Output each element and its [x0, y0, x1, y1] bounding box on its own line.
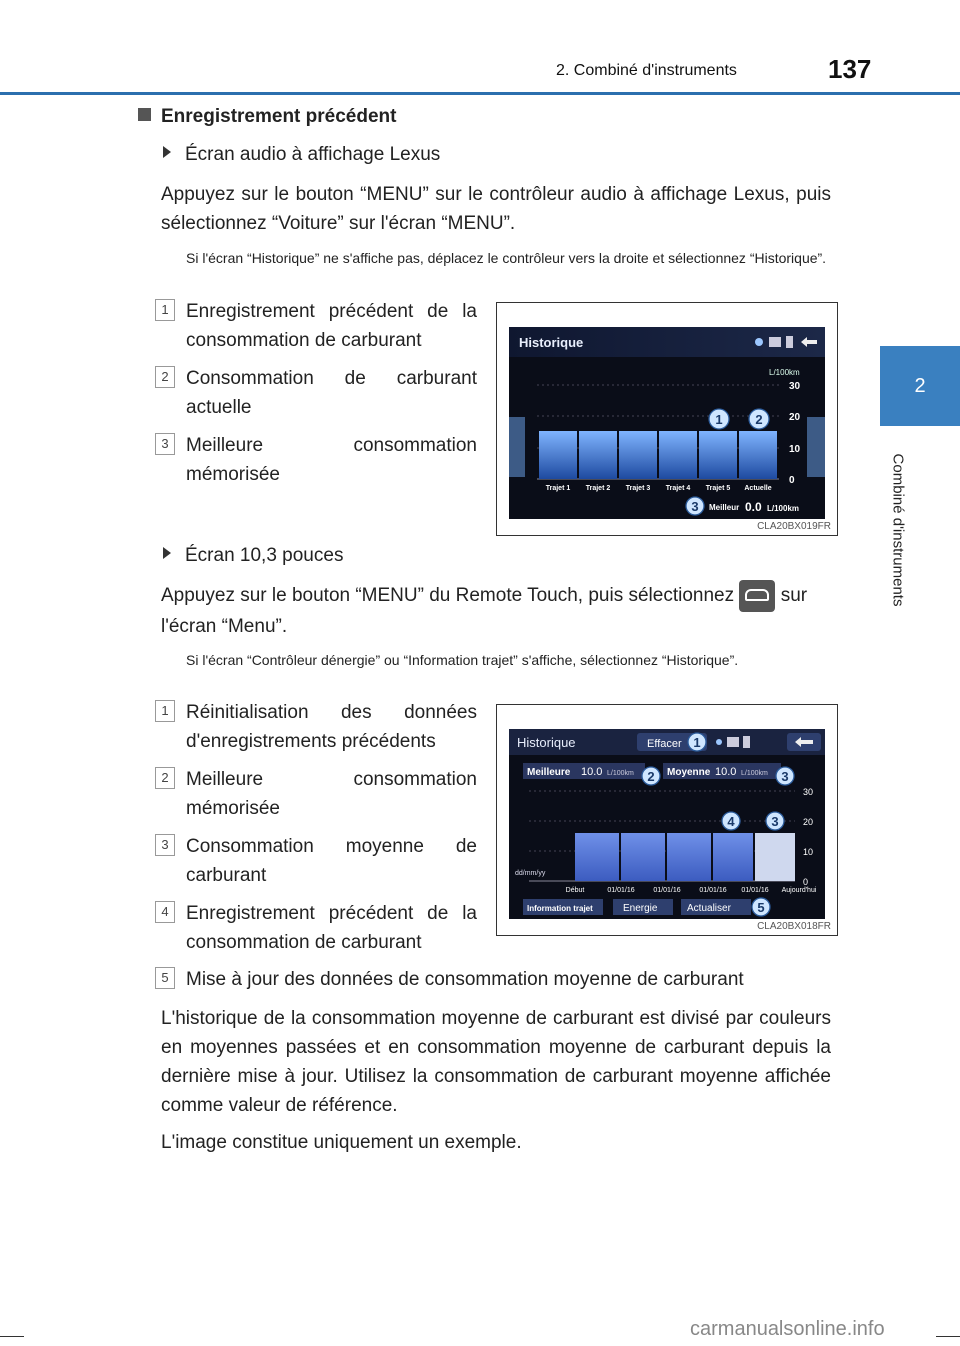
left-scroll-arrow[interactable] — [509, 417, 525, 477]
callout-1 — [688, 733, 706, 751]
history-screen — [509, 327, 825, 519]
x-tick: Trajet 3 — [625, 485, 651, 492]
svg-text:1: 1 — [693, 735, 701, 750]
bar-group — [539, 431, 777, 479]
section-title — [138, 106, 396, 128]
item-text: Enregistrement précédent de la consommation de carburant — [186, 301, 477, 351]
bluetooth-icon — [716, 739, 722, 745]
energy-label: Energie — [623, 903, 658, 914]
list-item — [155, 698, 477, 756]
bar-trajet-1 — [539, 431, 577, 479]
triangle-bullet-icon — [163, 547, 171, 559]
bar-trajet-5 — [699, 431, 737, 479]
closing-note: L'image constitue uniquement un exemple. — [161, 1132, 522, 1153]
item-text: Consommation moyenne de carburant — [186, 836, 477, 886]
y-tick: 10 — [803, 847, 814, 857]
svg-text:4: 4 — [727, 814, 735, 829]
item-text: Meilleure consommation mémorisée — [186, 435, 477, 485]
list-item — [155, 765, 477, 823]
bar-group — [575, 833, 795, 881]
bar-trajet-2 — [579, 431, 617, 479]
history-screen-2-svg — [509, 729, 825, 919]
right-scroll-arrow[interactable] — [807, 417, 825, 477]
y-tick: 30 — [789, 381, 801, 392]
figure-history-audio — [496, 302, 838, 536]
history-screen-2 — [509, 729, 825, 919]
x-tick: Actuelle — [744, 485, 772, 492]
bar-actuelle — [739, 431, 777, 479]
callout-1 — [709, 409, 729, 429]
x-tick: 01/01/16 — [699, 887, 727, 894]
triangle-bullet-icon — [163, 146, 171, 158]
svg-text:3: 3 — [691, 499, 699, 514]
item-number: 1 — [155, 299, 175, 321]
item-number: 2 — [155, 366, 175, 388]
item-number: 5 — [155, 967, 175, 989]
figure-code: CLA20BX018FR — [757, 921, 831, 932]
battery-icon — [786, 336, 793, 348]
list-item — [155, 364, 477, 422]
svg-text:2: 2 — [755, 412, 763, 427]
screen-title: Historique — [519, 335, 584, 350]
bluetooth-icon — [755, 338, 763, 346]
chapter-side-label — [876, 440, 920, 620]
instruction-paragraph-2 — [161, 580, 831, 641]
item-text: Meilleure consommation mémorisée — [186, 769, 477, 819]
y-tick: 20 — [803, 817, 814, 827]
chapter-side-label-text: Combiné d'instruments — [889, 453, 907, 607]
subheading-10-3-screen — [163, 545, 343, 567]
bar — [621, 833, 665, 881]
x-tick: Trajet 4 — [665, 485, 691, 492]
callout-3 — [686, 497, 704, 515]
list-item — [155, 297, 477, 355]
item-text: Consommation de carburant actuelle — [186, 368, 477, 418]
list-item — [155, 832, 477, 890]
battery-icon — [743, 736, 750, 748]
subheading-lexus-audio — [163, 144, 440, 166]
screen-title: Historique — [517, 735, 576, 750]
x-tick: Trajet 2 — [585, 485, 611, 492]
callout-3 — [776, 767, 794, 785]
y-tick: 0 — [803, 877, 809, 887]
refresh-label: Actualiser — [687, 903, 731, 914]
bar-trajet-4 — [659, 431, 697, 479]
best-label: Meilleur — [709, 503, 740, 512]
svg-text:3: 3 — [771, 814, 779, 829]
subheading-text: Écran 10,3 pouces — [185, 545, 344, 566]
item-text: Enregistrement précédent de la consommation de carburant — [186, 903, 477, 953]
signal-icon — [727, 737, 739, 747]
x-tick: 01/01/16 — [653, 887, 681, 894]
closing-paragraph: L'historique de la consommation moyenne de carburant est divisé par couleurs en moyennes passées et en consommation moyenne de carburant depuis la dernière mise à jour. Utilisez la consommation de carburant moyenne affichée comme valeur de référence. — [161, 1008, 831, 1116]
callout-2 — [749, 409, 769, 429]
subheading-text: Écran audio à affichage Lexus — [185, 144, 441, 165]
x-tick: 01/01/16 — [741, 887, 769, 894]
section-title-text: Enregistrement précédent — [161, 106, 397, 127]
clear-button-label: Effacer — [647, 738, 682, 750]
crop-mark — [936, 1336, 960, 1337]
item-text: Réinitialisation des données d'enregistrements précédents — [186, 702, 477, 752]
instruction-part-a: Appuyez sur le bouton “MENU” du Remote Touch, puis sélectionnez — [161, 585, 735, 607]
square-bullet-icon — [138, 108, 151, 121]
svg-text:2: 2 — [647, 769, 655, 784]
x-tick: Trajet 5 — [705, 485, 731, 492]
average-label: Moyenne — [667, 767, 711, 778]
history-screen-svg — [509, 327, 825, 519]
best-value: 0.0 — [745, 500, 762, 514]
average-value: 10.0 — [715, 766, 737, 778]
item-number: 3 — [155, 834, 175, 856]
callout-5 — [752, 898, 770, 916]
list-item — [155, 431, 477, 489]
list-item — [155, 899, 477, 957]
x-tick: Début — [565, 887, 585, 894]
crop-mark — [0, 1336, 24, 1337]
page-number: 137 — [828, 54, 872, 84]
best-label: Meilleure — [527, 767, 571, 778]
average-unit: L/100km — [741, 770, 768, 777]
chapter-tab — [880, 346, 960, 426]
instruction-paragraph: Appuyez sur le bouton “MENU” sur le contrôleur audio à affichage Lexus, puis sélectionnez “Voiture” sur l'écran “MENU”. — [161, 184, 831, 234]
bar — [667, 833, 711, 881]
chapter-title: 2. Combiné d'instruments — [556, 62, 737, 79]
svg-text:3: 3 — [781, 769, 789, 784]
x-tick: Aujourd'hui — [781, 887, 817, 894]
watermark: carmanualsonline.info — [690, 1318, 885, 1340]
callout-2 — [642, 767, 660, 785]
trip-info-label: Information trajet — [527, 904, 593, 913]
best-unit: L/100km — [607, 770, 634, 777]
note-text-2: Si l'écran “Contrôleur dénergie” ou “Information trajet” s'affiche, sélectionnez “Historique”. — [186, 652, 739, 668]
y-tick: 30 — [803, 787, 814, 797]
chapter-tab-number: 2 — [914, 374, 926, 397]
header-rule — [0, 92, 960, 95]
best-value: 10.0 — [581, 766, 603, 778]
figure-code: CLA20BX019FR — [757, 521, 831, 532]
callout-3-average — [766, 812, 784, 830]
note-text: Si l'écran “Historique” ne s'affiche pas, déplacez le contrôleur vers la droite et sélectionnez “Historique”. — [186, 250, 827, 266]
item-number: 2 — [155, 767, 175, 789]
y-tick: 0 — [789, 475, 795, 486]
signal-icon — [769, 337, 781, 347]
y-tick: 10 — [789, 444, 801, 455]
bar-trajet-3 — [619, 431, 657, 479]
best-unit: L/100km — [767, 504, 800, 513]
date-format: dd/mm/yy — [515, 870, 546, 877]
car-icon — [739, 580, 775, 612]
item-number: 4 — [155, 901, 175, 923]
x-tick: 01/01/16 — [607, 887, 635, 894]
svg-text:1: 1 — [715, 412, 723, 427]
svg-text:5: 5 — [757, 900, 765, 915]
x-tick: Trajet 1 — [545, 485, 571, 492]
figure-history-10-3 — [496, 704, 838, 936]
item-number: 1 — [155, 700, 175, 722]
bar-current — [755, 833, 795, 881]
bar — [713, 833, 753, 881]
unit-label: L/100km — [769, 368, 800, 377]
bar — [575, 833, 619, 881]
y-tick: 20 — [789, 412, 801, 423]
callout-4 — [722, 812, 740, 830]
list-item — [155, 965, 835, 994]
instruction-part-b: sur l'écran “Menu”. — [161, 585, 808, 637]
item-text: Mise à jour des données de consommation moyenne de carburant — [186, 969, 744, 990]
item-number: 3 — [155, 433, 175, 455]
